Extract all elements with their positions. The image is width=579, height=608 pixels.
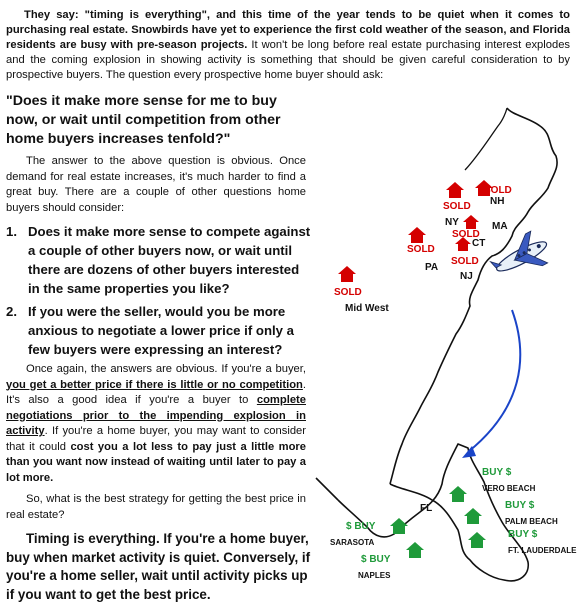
migration-arrow bbox=[468, 310, 520, 452]
city-label-vero: VERO BEACH bbox=[482, 484, 536, 493]
midwest-label: Mid West bbox=[345, 303, 389, 314]
city-label-palm: PALM BEACH bbox=[505, 517, 558, 526]
state-label-fl: FL bbox=[420, 503, 433, 514]
sold-label: SOLD bbox=[407, 244, 435, 255]
once-d: complete negotiations prior to the impending explosion in activity bbox=[6, 394, 306, 437]
once-e: . If you're a home buyer, you may want to consider that it could bbox=[6, 425, 306, 453]
state-label-ma: MA bbox=[492, 221, 508, 232]
state-label-nh: NH bbox=[490, 196, 505, 207]
sold-house-icon bbox=[463, 215, 479, 229]
state-label-ct: CT bbox=[472, 238, 486, 249]
intro-rest: It won't be long before real estate purchasing interest explodes and the coming explosion in showing activity is something that should be given careful consideration to by prospective buyers. The question every prospective home buyer should ask: bbox=[6, 39, 571, 81]
sold-label: SOLD bbox=[452, 229, 480, 240]
buy-label: BUY $ bbox=[505, 500, 535, 511]
city-label-ftl: FT. LAUDERDALE bbox=[508, 546, 577, 555]
state-label-ny: NY bbox=[445, 217, 459, 228]
intro-lead: They say: "timing is everything", and this time of the year tends to be quiet when it comes to purchasing real estate. bbox=[6, 9, 570, 36]
list-text: If you were the seller, would you be more anxious to negotiate a lower price if only a few buyers were expressing an interest? bbox=[28, 304, 295, 357]
strategy-text: So, what is the best strategy for getting the best price in real estate? bbox=[6, 493, 306, 521]
list-number: 1. bbox=[6, 224, 17, 239]
once-b: you get a better price if there is little or no competition bbox=[6, 378, 303, 391]
sold-label: SOLD bbox=[451, 256, 479, 267]
buy-house-icon bbox=[468, 532, 486, 548]
buy-label: BUY $ bbox=[482, 467, 512, 478]
answer-text: The answer to the above question is obvious. Once demand for real estate increases, it's much harder to find a great buy. There are a couple of other questions home buyers should consider: bbox=[6, 155, 306, 214]
coastline bbox=[390, 108, 557, 484]
sold-house-icon bbox=[446, 182, 464, 198]
intro-bold: Snowbirds have yet to experience the first cold weather of the season, and Florida residents are busy with pre-season projects. bbox=[6, 24, 571, 51]
city-label-naples: NAPLES bbox=[358, 571, 391, 580]
buy-house-icon bbox=[390, 518, 408, 534]
sold-label: SOLD bbox=[443, 201, 471, 212]
list-number: 2. bbox=[6, 304, 17, 319]
new-england-contour bbox=[465, 108, 507, 170]
sold-house-icon bbox=[408, 227, 426, 243]
key-question: "Does it make more sense for me to buy now, or wait until competition from other home buyers increases tenfold?" bbox=[6, 93, 281, 147]
buy-house-icon bbox=[464, 508, 482, 524]
final-text: Timing is everything. If you're a home buyer, buy when market activity is quiet. Conversely, if you're a home seller, wait until activity picks up if you want to get the best price. bbox=[6, 531, 311, 602]
buy-label: $ BUY bbox=[346, 521, 376, 532]
state-label-nj: NJ bbox=[460, 271, 473, 282]
sold-house-icon bbox=[338, 266, 356, 282]
sold-label: SOLD bbox=[334, 287, 362, 298]
once-a: Once again, the answers are obvious. If you're a buyer, bbox=[26, 363, 306, 375]
buy-house-icon bbox=[449, 486, 467, 502]
airplane-icon bbox=[487, 227, 555, 286]
buy-house-icon bbox=[406, 542, 424, 558]
gulf-coast bbox=[316, 478, 338, 500]
list-text: Does it make more sense to compete against a couple of other buyers now, or wait until there are dozens of other buyers interested in the same properties you like? bbox=[28, 224, 311, 296]
city-label-sarasota: SARASOTA bbox=[330, 538, 375, 547]
state-label-pa: PA bbox=[425, 262, 439, 273]
sold-label: SOLD bbox=[484, 185, 512, 196]
buy-label: BUY $ bbox=[508, 529, 538, 540]
once-f: cost you a lot less to pay just a little more than you want now instead of waiting until later to pay a lot more. bbox=[6, 440, 307, 484]
once-c: . It's also a good idea if you're a buyer to bbox=[6, 378, 306, 406]
buy-label: $ BUY bbox=[361, 554, 391, 565]
